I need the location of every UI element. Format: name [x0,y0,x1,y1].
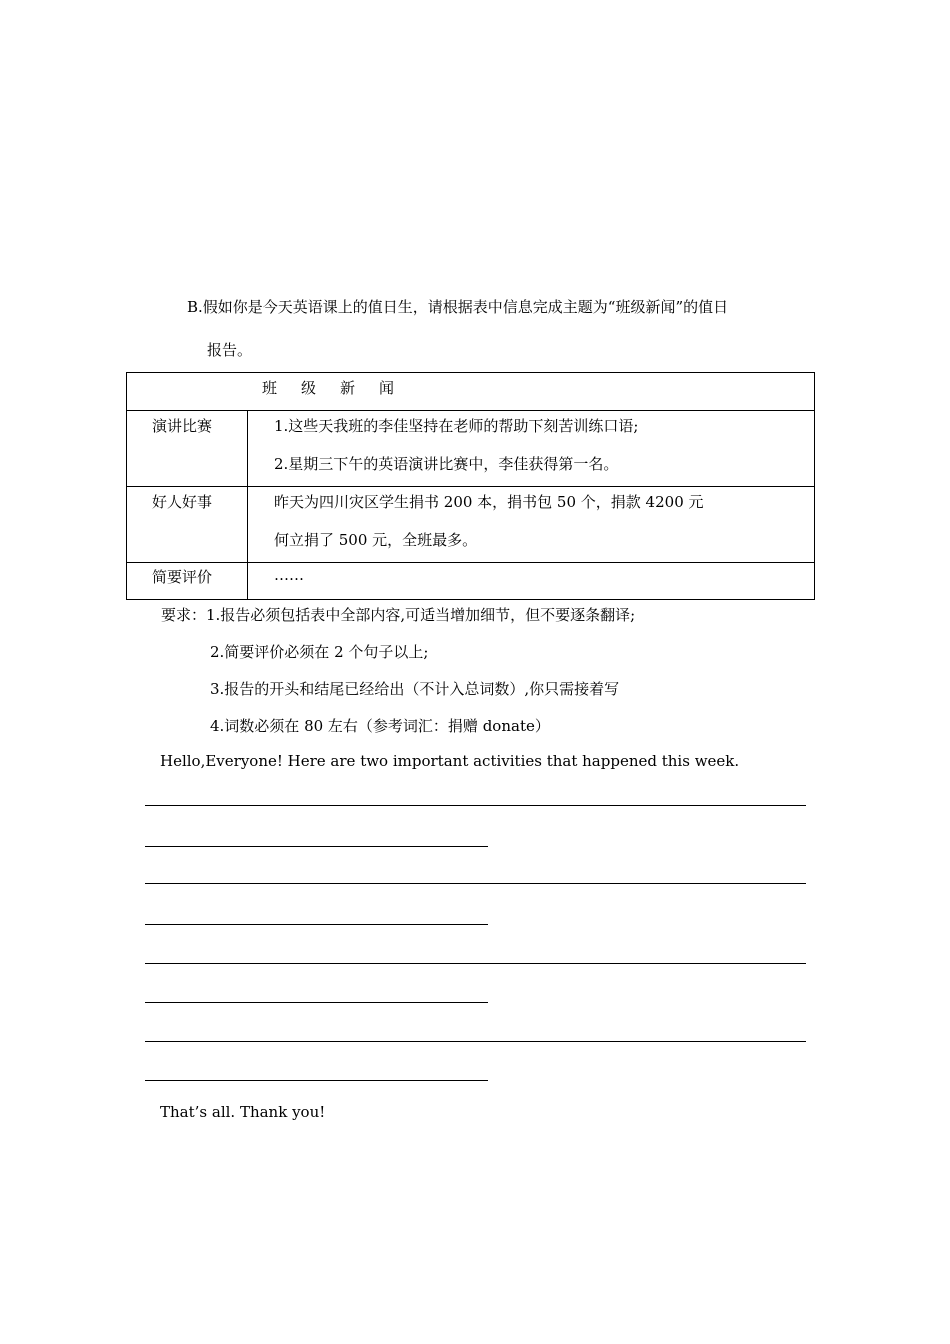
requirement-item: 3.报告的开头和结尾已经给出（不计入总词数）,你只需接着写 [210,680,620,698]
opening-sentence: Hello,Everyone! Here are two important activities that happened this week. [160,752,740,770]
table-title: 班级新闻 [262,379,419,397]
answer-line[interactable] [145,1080,488,1081]
answer-line[interactable] [145,805,806,806]
requirements-lead: 要求：1.报告必须包括表中全部内容,可适当增加细节，但不要逐条翻译; [161,606,636,624]
answer-line[interactable] [145,1041,806,1042]
row-text-line: 昨天为四川灾区学生捐书 200 本，捐书包 50 个，捐款 4200 元 [274,493,704,511]
task-instruction-line1: B.假如你是今天英语课上的值日生，请根据表中信息完成主题为“班级新闻”的值日 [187,298,729,316]
answer-line[interactable] [145,846,488,847]
answer-line[interactable] [145,924,488,925]
closing-sentence: That’s all. Thank you! [160,1103,326,1121]
row-label-cell [127,411,248,486]
row-text-line: …… [274,566,304,584]
class-news-table [126,372,815,600]
row-text-line: 1.这些天我班的李佳坚持在老师的帮助下刻苦训练口语; [274,417,639,435]
requirement-item: 4.词数必须在 80 左右（参考词汇：捐赠 donate） [210,717,550,735]
row-label: 简要评价 [152,568,213,586]
row-label-cell [127,563,248,600]
task-instruction-line2: 报告。 [207,341,253,359]
answer-line[interactable] [145,963,806,964]
answer-line[interactable] [145,883,806,884]
answer-line[interactable] [145,1002,488,1003]
row-label: 好人好事 [152,493,213,511]
row-text-line: 何立捐了 500 元，全班最多。 [274,531,478,549]
table-row [127,410,814,486]
row-label-cell [127,487,248,562]
row-text-line: 2.星期三下午的英语演讲比赛中，李佳获得第一名。 [274,455,619,473]
requirement-item: 2.简要评价必须在 2 个句子以上; [210,643,429,661]
row-label: 演讲比赛 [152,417,213,435]
table-title-row [127,373,814,411]
table-row [127,562,814,600]
table-row [127,486,814,562]
